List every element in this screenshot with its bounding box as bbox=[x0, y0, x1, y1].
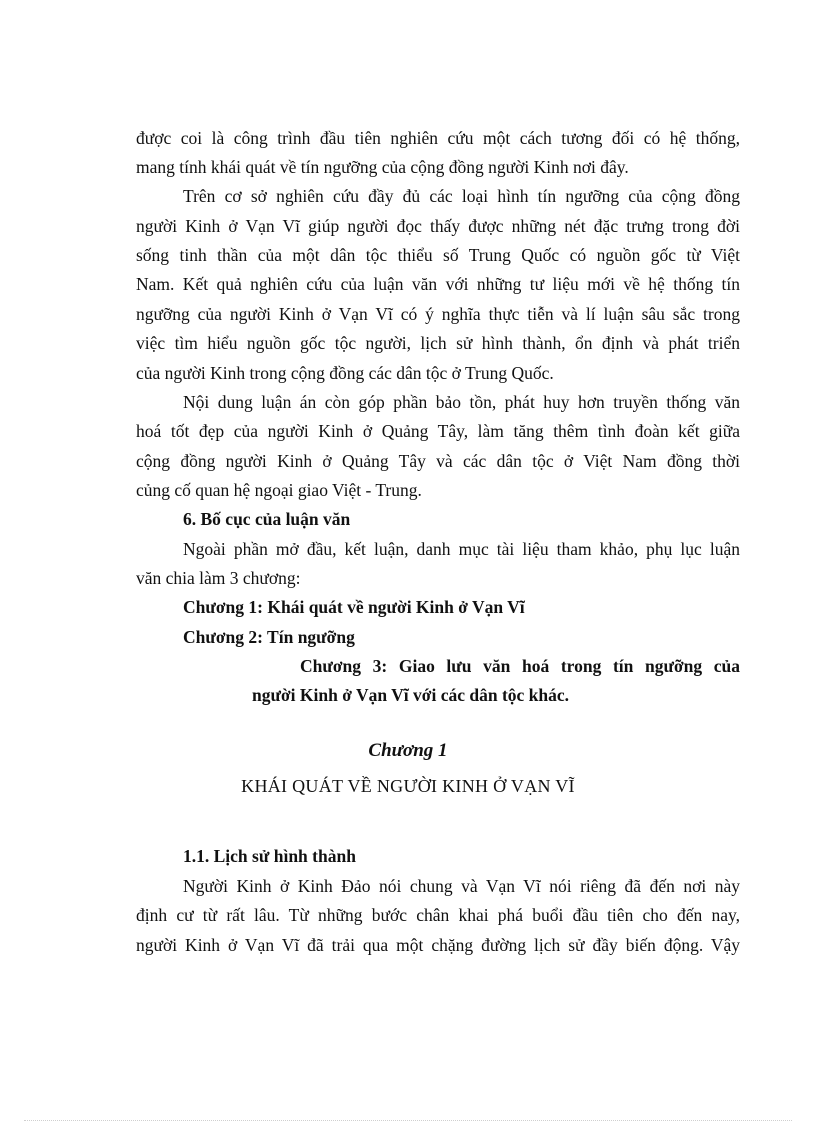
section-heading: 6. Bố cục của luận văn bbox=[183, 509, 351, 529]
page-bottom-rule bbox=[24, 1120, 792, 1121]
paragraph-line: Người Kinh ở Kinh Đảo nói chung và Vạn Vĩ nói riêng đã đến nơi này bbox=[183, 876, 740, 896]
paragraph-line: Nam. Kết quả nghiên cứu của luận văn với những tư liệu mới về hệ thống tín bbox=[136, 274, 740, 294]
chapter-list-item: Chương 3: Giao lưu văn hoá trong tín ngưỡng của bbox=[300, 656, 740, 676]
paragraph-line: cộng đồng người Kinh ở Quảng Tây và các dân tộc ở Việt Nam đồng thời bbox=[136, 451, 740, 471]
paragraph-line: việc tìm hiểu nguồn gốc tộc người, lịch sử hình thành, ổn định và phát triển bbox=[136, 333, 740, 353]
paragraph-line: Nội dung luận án còn góp phần bảo tồn, phát huy hơn truyền thống văn bbox=[183, 392, 740, 412]
paragraph-line: của người Kinh trong cộng đồng các dân tộc ở Trung Quốc. bbox=[136, 363, 554, 383]
paragraph-line: sống tinh thần của một dân tộc thiểu số Trung Quốc có nguồn gốc từ Việt bbox=[136, 245, 740, 265]
chapter-label: Chương 1 bbox=[368, 740, 448, 761]
paragraph-line: Trên cơ sở nghiên cứu đầy đủ các loại hình tín ngưỡng của cộng đồng bbox=[183, 186, 740, 206]
paragraph-line: được coi là công trình đầu tiên nghiên cứu một cách tương đối có hệ thống, bbox=[136, 128, 740, 148]
chapter-list-item-continued: người Kinh ở Vạn Vĩ với các dân tộc khác. bbox=[252, 685, 570, 705]
paragraph-line: định cư từ rất lâu. Từ những bước chân khai phá buổi đầu tiên cho đến nay, bbox=[136, 905, 740, 925]
paragraph-line: Ngoài phần mở đầu, kết luận, danh mục tài liệu tham khảo, phụ lục luận bbox=[183, 539, 740, 559]
paragraph-line: người Kinh ở Vạn Vĩ giúp người đọc thấy được những nét đặc trưng trong đời bbox=[136, 216, 740, 236]
paragraph-line: người Kinh ở Vạn Vĩ đã trải qua một chặng đường lịch sử đầy biến động. Vậy bbox=[136, 935, 740, 955]
paragraph-line: hoá tốt đẹp của người Kinh ở Quảng Tây, làm tăng thêm tình đoàn kết giữa bbox=[136, 421, 740, 441]
chapter-title: KHÁI QUÁT VỀ NGƯỜI KINH Ở VẠN VĨ bbox=[241, 776, 575, 796]
section-heading: 1.1. Lịch sử hình thành bbox=[183, 846, 356, 866]
paragraph-line: ngưỡng của người Kinh ở Vạn Vĩ có ý nghĩa thực tiễn và lí luận sâu sắc trong bbox=[136, 304, 740, 324]
paragraph-line: củng cố quan hệ ngoại giao Việt - Trung. bbox=[136, 480, 422, 500]
paragraph-line: văn chia làm 3 chương: bbox=[136, 568, 301, 588]
chapter-list-item: Chương 1: Khái quát về người Kinh ở Vạn Vĩ bbox=[183, 597, 525, 617]
paragraph-line: mang tính khái quát về tín ngưỡng của cộng đồng người Kinh nơi đây. bbox=[136, 157, 629, 177]
chapter-list-item: Chương 2: Tín ngưỡng bbox=[183, 627, 355, 647]
